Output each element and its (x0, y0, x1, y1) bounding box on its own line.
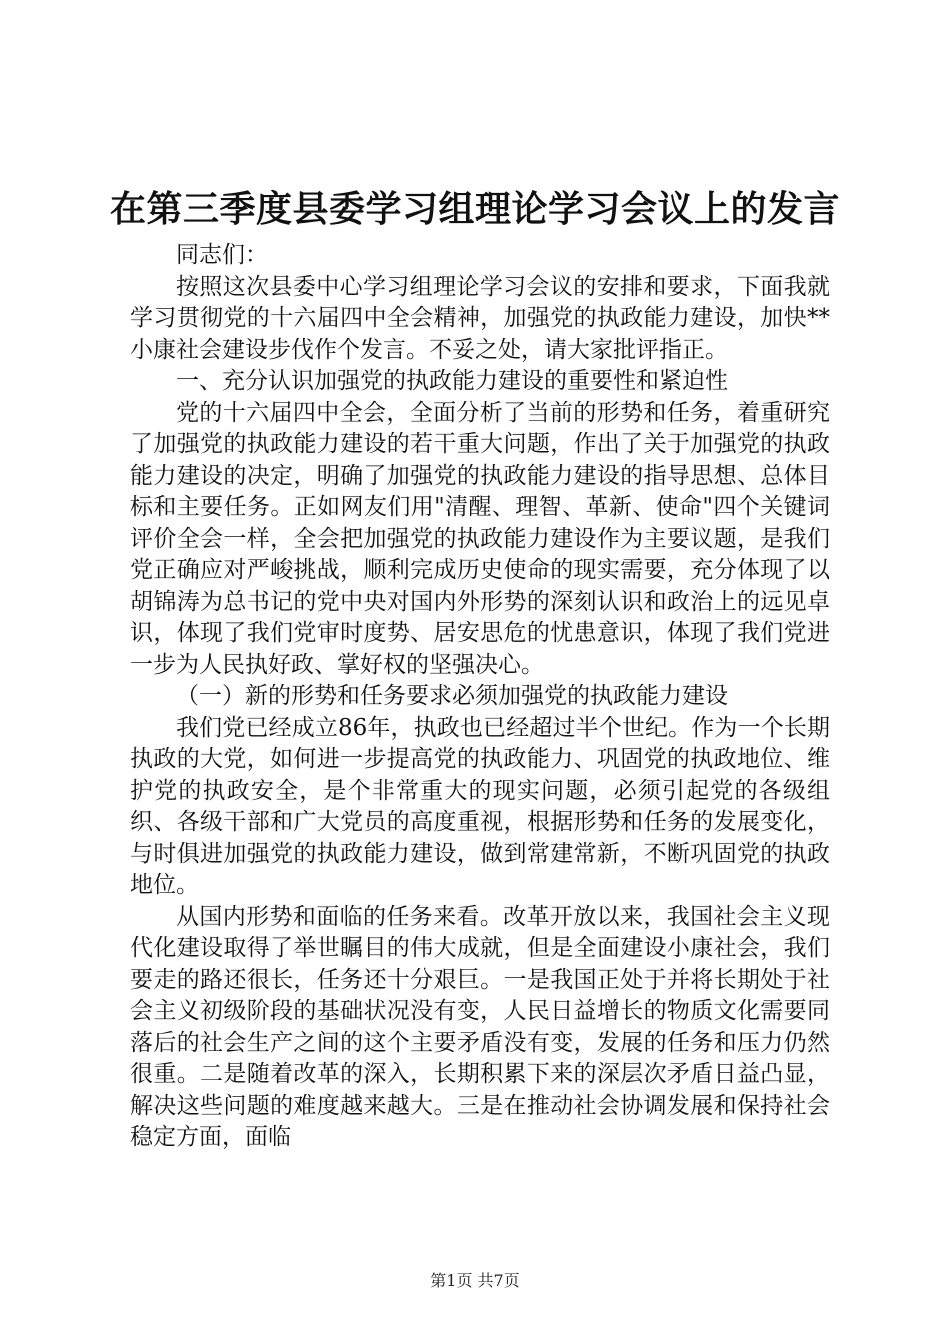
section-heading: 一、充分认识加强党的执政能力建设的重要性和紧迫性 (176, 368, 728, 394)
paragraph: 党的十六届四中全会，全面分析了当前的形势和任务，着重研究了加强党的执政能力建设的若干重大问题，作出了关于加强党的执政能力建设的决定，明确了加强党的执政能力建设的指导思想、总体目标和主要任务。正如网友们用"清醒、理智、革新、使命"四个关键词评价全会一样，全会把加强党的执政能力建设作为主要议题，是我们党正确应对严峻挑战，顺利完成历史使命的现实需要，充分体现了以胡锦涛为总书记的党中央对国内外形势的深刻认识和政治上的远见卓识，体现了我们党审时度势、居安思危的忧患意识，体现了我们党进一步为人民执好政、掌好权的坚强决心。 (130, 399, 830, 678)
document-body (130, 240, 830, 1154)
paragraph: 我们党已经成立86年，执政也已经超过半个世纪。作为一个长期执政的大党，如何进一步提高党的执政能力、巩固党的执政地位、维护党的执政安全，是个非常重大的现实问题，必须引起党的各级组织、各级干部和广大党员的高度重视，根据形势和任务的发展变化，与时俱进加强党的执政能力建设，做到常建常新，不断巩固党的执政地位。 (130, 714, 830, 898)
page-title: 在第三季度县委学习组理论学习会议上的发言 (109, 188, 840, 230)
page-number-footer: 第1页 共7页 (430, 1271, 520, 1290)
subsection-heading: （一）新的形势和任务要求必须加强党的执政能力建设 (176, 683, 728, 709)
paragraph: 从国内形势和面临的任务来看。改革开放以来，我国社会主义现代化建设取得了举世瞩目的伟大成就，但是全面建设小康社会，我们要走的路还很长，任务还十分艰巨。一是我国正处于并将长期处于社会主义初级阶段的基础状况没有变，人民日益增长的物质文化需要同落后的社会生产之间的这个主要矛盾没有变，发展的任务和压力仍然很重。二是随着改革的深入，长期积累下来的深层次矛盾日益凸显，解决这些问题的难度越来越大。三是在推动社会协调发展和保持社会稳定方面，面临 (130, 903, 830, 1150)
paragraph: 按照这次县委中心学习组理论学习会议的安排和要求，下面我就学习贯彻党的十六届四中全会精神，加强党的执政能力建设，加快**小康社会建设步伐作个发言。不妥之处，请大家批评指正。 (130, 273, 830, 363)
salutation: 同志们： (176, 242, 268, 268)
